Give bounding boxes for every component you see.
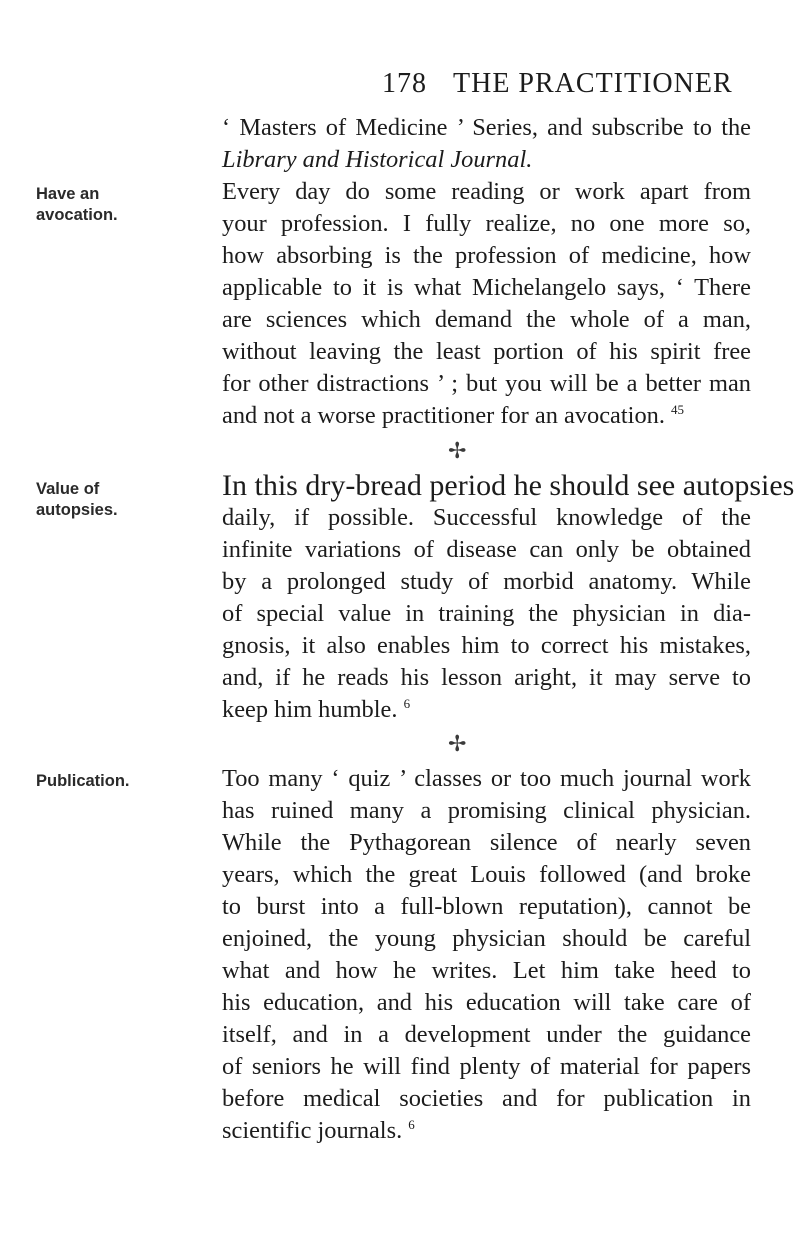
- text-line: how absorbing is the profession of medicine, how: [222, 242, 751, 269]
- text-line: for other distractions ’ ; but you will be a better man: [222, 370, 751, 397]
- running-title: THE PRACTITIONER: [453, 68, 733, 99]
- text-line: applicable to it is what Michelangelo says, ‘ There: [222, 274, 751, 301]
- journal-title: Library and Historical Journal.: [222, 146, 533, 173]
- text-line: years, which the great Louis followed (and broke: [222, 861, 751, 888]
- reference-mark: 45: [671, 402, 685, 417]
- reference-mark: 6: [408, 1117, 415, 1132]
- running-header: [382, 68, 733, 100]
- text-line: keep him humble. $^6$: [222, 696, 411, 723]
- text-line: to burst into a full-blown reputation), cannot be: [222, 893, 751, 920]
- margin-note-autopsies: Value of autopsies.: [36, 480, 118, 519]
- text-line: your profession. I fully realize, no one more so,: [222, 210, 751, 237]
- text-line: In this dry-bread period he should see autopsies: [222, 469, 795, 502]
- margin-note-avocation: Have an avocation.: [36, 185, 118, 224]
- text-line: before medical societies and for publication in: [222, 1085, 751, 1112]
- text-line: and not a worse practitioner for an avocation. $^{45}$: [222, 402, 685, 429]
- text-line: itself, and in a development under the guidance: [222, 1021, 751, 1048]
- text-line: Every day do some reading or work apart from: [222, 178, 751, 205]
- text-line: of special value in training the physician in dia-: [222, 600, 751, 627]
- text-line: what and how he writes. Let him take heed to: [222, 957, 751, 984]
- text-line: are sciences which demand the whole of a man,: [222, 306, 751, 333]
- text-line: daily, if possible. Successful knowledge of the: [222, 504, 751, 531]
- text-line: his education, and his education will take care of: [222, 989, 751, 1016]
- section-ornament-icon: ✢: [448, 731, 467, 756]
- text-line: scientific journals. $^6$: [222, 1117, 415, 1144]
- text-line: gnosis, it also enables him to correct his mistakes,: [222, 632, 751, 659]
- reference-mark: 6: [403, 696, 411, 711]
- text-line: has ruined many a promising clinical physician.: [222, 797, 751, 824]
- section-ornament-icon: ✢: [448, 438, 467, 463]
- text-line: and, if he reads his lesson aright, it may serve to: [222, 664, 751, 691]
- text-line: ‘ Masters of Medicine ’ Series, and subscribe to the: [222, 114, 751, 141]
- text-line: enjoined, the young physician should be careful: [222, 925, 751, 952]
- text-line: without leaving the least portion of his spirit free: [222, 338, 751, 365]
- text-line: Too many ‘ quiz ’ classes or too much journal work: [222, 765, 751, 792]
- margin-note-publication: Publication.: [36, 772, 130, 790]
- text-line: While the Pythagorean silence of nearly seven: [222, 829, 751, 856]
- text-line: by a prolonged study of morbid anatomy. While: [222, 568, 751, 595]
- text-line: of seniors he will find plenty of material for papers: [222, 1053, 751, 1080]
- text-line: infinite variations of disease can only be obtained: [222, 536, 751, 563]
- page-number: 178: [382, 68, 427, 99]
